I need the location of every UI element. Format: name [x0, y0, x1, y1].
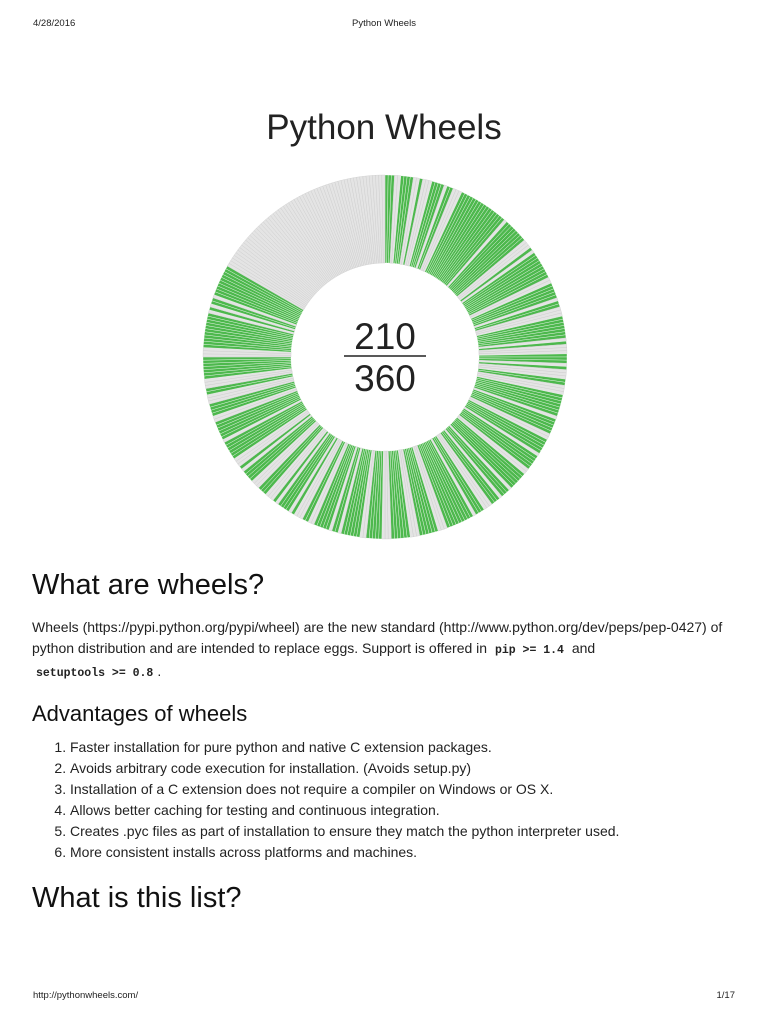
list-item: 5. Creates .pyc files as part of installation to ensure they match the python interpreter used. [70, 821, 738, 842]
list-item: 1. Faster installation for pure python and native C extension packages. [70, 737, 738, 758]
list-item: 3. Installation of a C extension does not require a compiler on Windows or OS X. [70, 779, 738, 800]
print-header [33, 18, 735, 32]
intro-text-3: . [157, 662, 162, 679]
wheel-chart [202, 172, 568, 542]
code-setuptools-version: setuptools >= 0.8 [36, 666, 154, 680]
intro-text-1: Wheels (https://pypi.python.org/pypi/wheel) are the new standard (http://www.python.org/dev/peps/pep-0427) of python distribution and are intended to replace eggs. Support is offered in [32, 618, 723, 656]
print-page-number: 1/17 [716, 990, 735, 1001]
print-url: http://pythonwheels.com/ [33, 990, 139, 1001]
wheel-donut [202, 172, 568, 542]
list-item: 4. Allows better caching for testing and continuous integration. [70, 800, 738, 821]
print-footer [33, 990, 735, 1004]
main-content [32, 568, 738, 916]
wheel-denominator: 360 [354, 358, 416, 399]
list-item: 2. Avoids arbitrary code execution for installation. (Avoids setup.py) [70, 758, 738, 779]
code-pip-version: pip >= 1.4 [494, 643, 564, 657]
heading-advantages: Advantages of wheels [32, 700, 248, 726]
print-date: 4/28/2016 [33, 18, 76, 29]
print-doc-title: Python Wheels [352, 18, 416, 29]
page-title: Python Wheels [266, 108, 502, 147]
intro-paragraph [32, 617, 738, 684]
intro-text-2: and [567, 639, 596, 656]
advantages-list [32, 737, 738, 863]
heading-what-are-wheels: What are wheels? [32, 569, 265, 601]
wheel-numerator: 210 [354, 316, 416, 357]
list-item: 6. More consistent installs across platforms and machines. [70, 842, 738, 863]
heading-what-is-this-list: What is this list? [32, 881, 242, 914]
